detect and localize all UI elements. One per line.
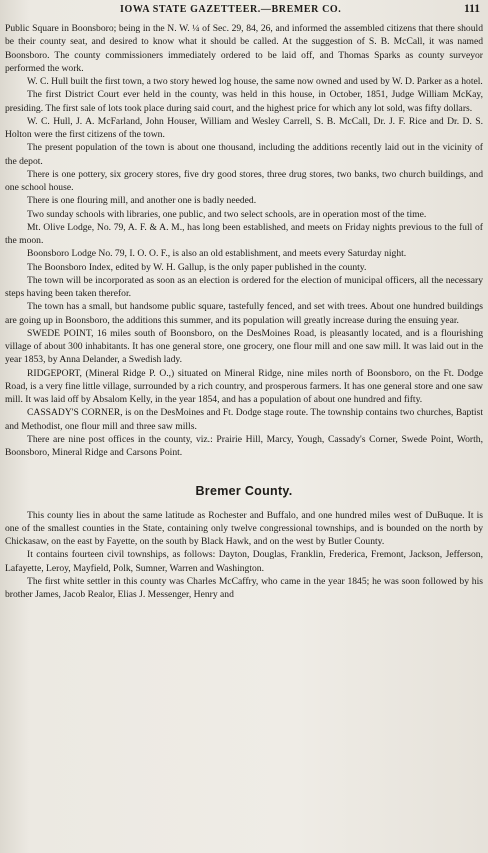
- paragraph: It contains fourteen civil townships, as follows: Dayton, Douglas, Franklin, Frederica, Fremont, Jackson, Jefferson, Lafayette, Leroy, Mayfield, Polk, Sumner, Warren and Washington.: [5, 549, 483, 574]
- paragraph: There are nine post offices in the county, viz.: Prairie Hill, Marcy, Yough, Cassady's Corner, Swede Point, Worth, Boonsboro, Mineral Ridge and Carsons Point.: [5, 433, 483, 458]
- paragraph: Boonsboro Lodge No. 79, I. O. O. F., is also an old establishment, and meets every Saturday night.: [27, 248, 407, 260]
- page-number: 111: [464, 3, 480, 15]
- running-head: IOWA STATE GAZETTEER.—BREMER CO.: [120, 4, 342, 15]
- paragraph: W. C. Hull built the first town, a two story hewed log house, the same now owned and used by W. D. Parker as a hotel.: [27, 76, 483, 87]
- paragraph: The first white settler in this county was Charles McCaffry, who came in the year 1845; he was soon followed by his brother James, Jacob Realor, Elias J. Messenger, Henry and: [5, 575, 483, 600]
- paragraph: SWEDE POINT, 16 miles south of Boonsboro, on the DesMoines Road, is pleasantly located, and is a flourishing village of about 300 inhabitants. It has one general store, one grocery, one flour mill and one saw mill. It was laid out in the year 1853, by Anna Delander, a Swedish lady.: [5, 327, 483, 366]
- paragraph: CASSADY'S CORNER, is on the DesMoines and Ft. Dodge stage route. The township contains two churches, Baptist and Methodist, one flour mill and three saw mills.: [5, 407, 483, 432]
- paragraph: RIDGEPORT, (Mineral Ridge P. O.,) situated on Mineral Ridge, nine miles north of Boonsboro, on the Ft. Dodge Road, is a very fine little village, surrounded by a rich country, and prosperous farmers. It has one general store and one saw mill. It was laid off by Absalom Kelly, in the year 1854, and has a population of about one hundred and fifty.: [5, 367, 483, 405]
- paragraph: W. C. Hull, J. A. McFarland, John Houser, William and Wesley Carrell, S. B. McCall, Dr. J. F. Rice and Dr. D. S. Holton were the first citizens of the town.: [5, 115, 483, 140]
- paragraph: There is one pottery, six grocery stores, five dry good stores, three drug stores, two banks, two church buildings, and one school house.: [5, 168, 483, 193]
- paragraph: The Boonsboro Index, edited by W. H. Gallup, is the only paper published in the county.: [27, 261, 367, 273]
- section-title: Bremer County.: [195, 484, 293, 499]
- page-header: [0, 4, 488, 18]
- paragraph: The first District Court ever held in the county, was held in this house, in October, 1851, Judge William McKay, presiding. The first sale of lots took place during said court, and the highest price for which any lot sold, was fifty dollars.: [5, 89, 483, 114]
- body-text: [5, 22, 483, 601]
- paragraph: The present population of the town is about one thousand, including the additions recently laid out in the vicinity of the depot.: [5, 142, 483, 167]
- paragraph: Two sunday schools with libraries, one public, and two select schools, are in operation most of the time.: [27, 208, 427, 220]
- paragraph: There is one flouring mill, and another one is badly needed.: [27, 195, 257, 207]
- paragraph: This county lies in about the same latitude as Rochester and Buffalo, and one hundred miles west of DuBuque. It is one of the smallest counties in the State, containing only twelve congressional townships, and is bounded on the north by Chickasaw, on the east by Fayette, on the south by Black Hawk, and on the west by Butler County.: [5, 509, 483, 547]
- paragraph: The town will be incorporated as soon as an election is ordered for the election of municipal officers, all the necessary steps having been taken therefor.: [5, 274, 483, 299]
- paragraph: The town has a small, but handsome public square, tastefully fenced, and set with trees. About one hundred buildings are going up in Boonsboro, the additions this summer, and its population will greatly increase during the ensuing year.: [5, 301, 483, 326]
- paragraph: Mt. Olive Lodge, No. 79, A. F. & A. M., has long been established, and meets on Friday nights previous to the full of the moon.: [5, 221, 483, 246]
- paragraph: Public Square in Boonsboro; being in the N. W. ¼ of Sec. 29, 84, 26, and informed the assembled citizens that there should be their county seat, and desired to know what it should be called. At the suggestion of S. B. McCall, it was named Boonsboro. The county commissioners immediately ordered to be laid off, and Thomas Sparks as county surveyor performed the work.: [5, 23, 483, 74]
